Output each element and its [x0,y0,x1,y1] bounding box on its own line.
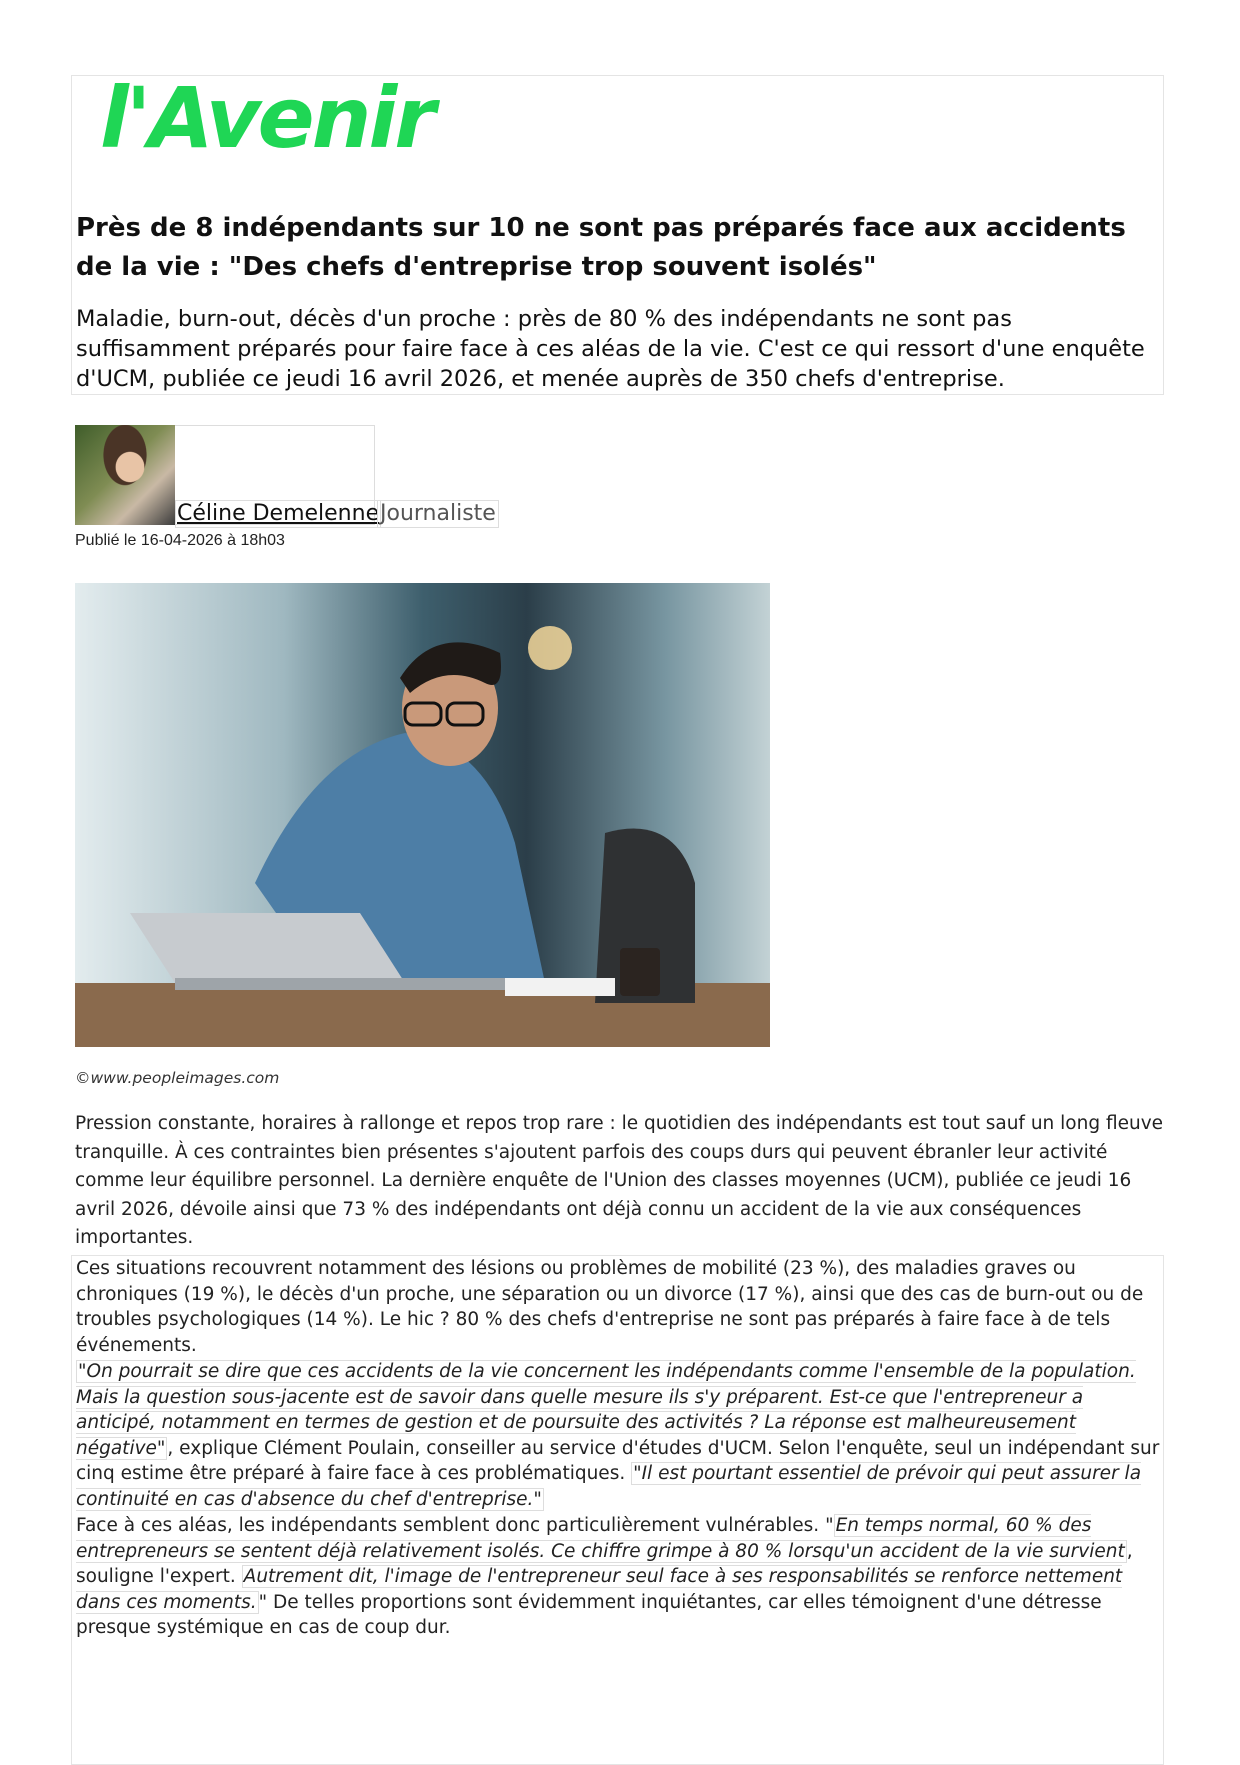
brand-logo[interactable]: l'Avenir [100,69,433,167]
body-paragraph-2 [76,1359,1161,1513]
publish-date: Publié le 16-04-2026 à 18h03 [75,532,285,549]
quote-4: Autrement dit, l'image de l'entrepreneur seul face à ses responsabilités se renforce nettement dans ces moments. [76,1566,1123,1613]
paragraph-3-text-3: " De telles proportions sont évidemment inquiétantes, car elles témoignent d'une détresse presque systémique en cas de coup dur. [76,1591,1102,1639]
quote-2: "Il est pourtant essentiel de prévoir qui peut assurer la continuité en cas d'absence du chef d'entreprise." [76,1463,1142,1510]
author-name-link[interactable]: Céline Demelenne [177,501,380,526]
paragraph-3-text-2: , souligne l'expert. [76,1540,1133,1588]
quote-3: En temps normal, 60 % des entrepreneurs se sentent déjà relativement isolés. Ce chiffre grimpe à 80 % lorsqu'un accident de la vie survient [76,1515,1125,1562]
paragraph-3-text-1: Face à ces aléas, les indépendants semblent donc particulièrement vulnérables. " [76,1515,834,1536]
body-paragraph-1: Ces situations recouvrent notamment des lésions ou problèmes de mobilité (23 %), des maladies graves ou chroniques (19 %), le décès d'un proche, une séparation ou un divorce (17 %), ainsi que des cas de burn-out ou de troubles psychologiques (14 %). Le hic ? 80 % des chefs d'entreprise ne sont pas préparés à faire face à de tels événements. [76,1258,1144,1356]
article-intro: Pression constante, horaires à rallonge et repos trop rare : le quotidien des indépendants est tout sauf un long fleuve tranquille. À ces contraintes bien présentes s'ajoutent parfois des coups durs qui peuvent ébranler leur activité comme leur équilibre personnel. La dernière enquête de l'Union des classes moyennes (UCM), publiée ce jeudi 16 avril 2026, dévoile ainsi que 73 % des indépendants ont déjà connu un accident de la vie aux conséquences importantes. [75,1113,1164,1248]
author-avatar[interactable] [75,425,175,525]
article-photo [75,583,770,1047]
article-body [71,1255,1164,1765]
article-header [71,69,1164,395]
article-lead: Maladie, burn-out, décès d'un proche : près de 80 % des indépendants ne sont pas suffisamment préparés pour faire face à ces aléas de la vie. C'est ce qui ressort d'une enquête d'UCM, publiée ce jeudi 16 avril 2026, et menée auprès de 350 chefs d'entreprise. [76,306,1145,392]
article-title: Près de 8 indépendants sur 10 ne sont pas préparés face aux accidents de la vie : "Des chefs d'entreprise trop souvent isolés" [76,213,1126,282]
photo-illustration [75,583,770,1047]
quote-1: "On pourrait se dire que ces accidents de la vie concernent les indépendants comme l'ensemble de la population. Mais la question sous-jacente est de savoir dans quelle mesure ils s'y préparent. Est-ce que l'entrepreneur a anticipé, notamment en termes de gestion et de poursuite des activités ? La réponse est malheureusement négative" [76,1361,1136,1459]
image-caption: ©www.peopleimages.com [75,1069,280,1087]
author-role: Journaliste [377,500,499,528]
paragraph-2-text: , explique Clément Poulain, conseiller au service d'études d'UCM. Selon l'enquête, seul un indépendant sur cinq estime être préparé à faire face à ces problématiques. [76,1437,1160,1485]
body-paragraph-3 [76,1513,1161,1641]
